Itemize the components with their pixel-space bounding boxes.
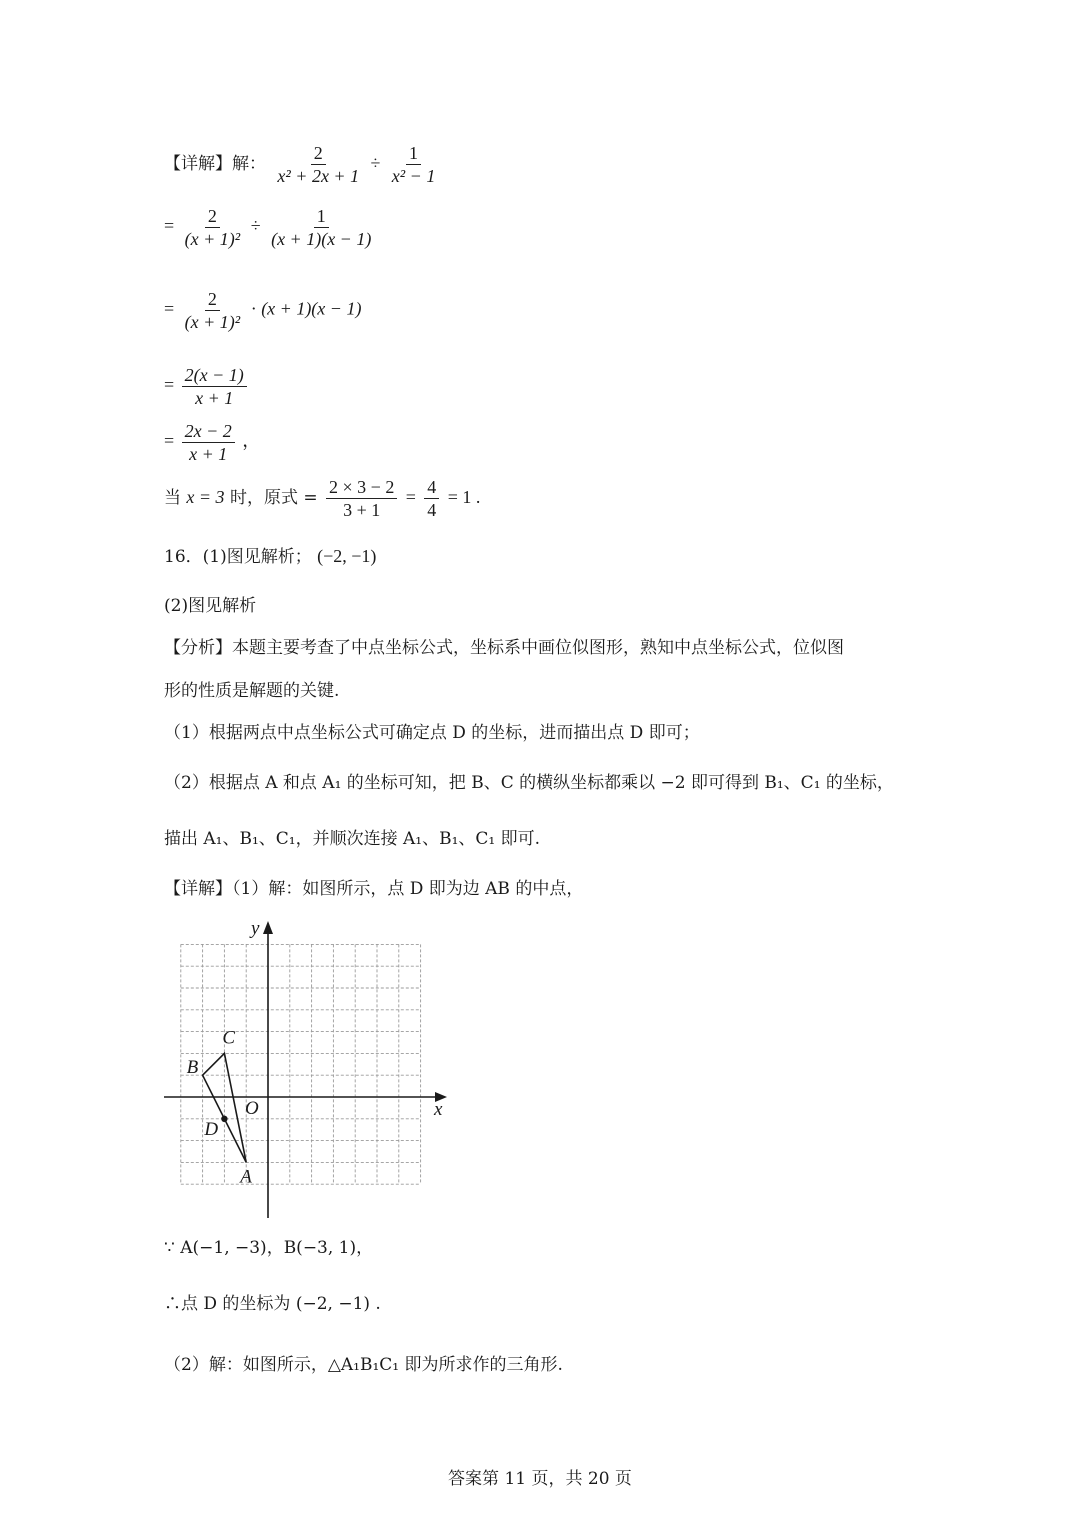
- q16-part1-coordinate: (−2, −1): [317, 546, 377, 566]
- q16-part1-text: 16．(1)图见解析；: [164, 547, 312, 567]
- detail-part2-line: （2）解：如图所示，△A₁B₁C₁ 即为所求作的三角形.: [164, 1355, 563, 1375]
- detail-part1-heading: 【详解】（1）解：如图所示，点 D 即为边 AB 的中点，: [164, 879, 584, 899]
- analysis-line-1: 【分析】本题主要考查了中点坐标公式，坐标系中画位似图形，熟知中点坐标公式，位似图: [164, 638, 844, 658]
- fraction: [424, 476, 439, 521]
- fraction: [326, 476, 397, 521]
- detail-line-step2: [164, 288, 361, 333]
- fraction: [182, 420, 235, 465]
- point-label-b: B: [186, 1057, 199, 1079]
- point-label-d: D: [204, 1118, 219, 1140]
- numerator: 2: [311, 142, 326, 165]
- analysis-line-2: 形的性质是解题的关键.: [164, 681, 340, 701]
- detail-line-step5: [164, 476, 480, 521]
- equals-sign: =: [164, 374, 175, 395]
- numerator: 2(x − 1): [182, 364, 247, 387]
- equals-sign: =: [164, 215, 175, 236]
- page-footer: 答案第 11 页，共 20 页: [448, 1469, 632, 1489]
- denominator: x + 1: [195, 388, 234, 408]
- detail-heading: 【详解】解：: [164, 154, 266, 174]
- fraction: [268, 205, 374, 250]
- therefore-line: ∴点 D 的坐标为 (−2, −1) .: [164, 1294, 381, 1314]
- fraction: [182, 288, 244, 333]
- denominator: x² + 2x + 1: [277, 166, 360, 186]
- y-axis-label: y: [251, 918, 260, 939]
- fraction: [182, 205, 244, 250]
- equals-sign: =: [405, 487, 416, 507]
- hint-line-1: （1）根据两点中点坐标公式可确定点 D 的坐标，进而描出点 D 即可；: [164, 723, 700, 743]
- fraction: [182, 364, 247, 409]
- hint-line-3: 描出 A₁、B₁、C₁，并顺次连接 A₁、B₁、C₁ 即可.: [164, 829, 541, 849]
- detail-line-step3: [164, 364, 250, 409]
- equals-sign: =: [164, 298, 175, 319]
- because-line: ∵ A(−1, −3)，B(−3, 1)，: [164, 1238, 374, 1258]
- numerator: 4: [424, 476, 439, 499]
- condition: x = 3: [186, 487, 225, 507]
- text-original: 时，原式 =: [229, 488, 318, 508]
- operator: ÷: [250, 215, 261, 236]
- numerator: 2 × 3 − 2: [326, 476, 397, 499]
- detail-line-step4: [164, 420, 260, 465]
- text-when: 当: [164, 488, 181, 508]
- hint-line-2: （2）根据点 A 和点 A₁ 的坐标可知，把 B、C 的横纵坐标都乘以 −2 即可得到 B₁、C₁ 的坐标，: [164, 773, 894, 793]
- grid-lines: [181, 944, 421, 1184]
- numerator: 1: [406, 142, 421, 165]
- numerator: 2: [205, 288, 220, 311]
- denominator: (x + 1)²: [184, 312, 241, 332]
- fraction: [274, 142, 362, 187]
- denominator: x² − 1: [391, 166, 436, 186]
- denominator: (x + 1)²: [184, 229, 241, 249]
- point-d-dot: [221, 1116, 227, 1122]
- denominator: 4: [427, 500, 437, 520]
- q16-part2-answer: (2)图见解析: [164, 596, 257, 616]
- point-label-c: C: [222, 1027, 236, 1049]
- numerator: 2x − 2: [182, 420, 235, 443]
- fraction: [389, 142, 439, 187]
- comma: ，: [242, 430, 261, 451]
- operator: ÷: [370, 153, 381, 173]
- denominator: 3 + 1: [343, 500, 381, 520]
- operator: ·: [250, 298, 257, 319]
- detail-line-step0: [164, 142, 441, 187]
- equals-sign: =: [164, 430, 175, 451]
- origin-label: O: [245, 1098, 259, 1119]
- coordinate-figure: [158, 912, 458, 1222]
- point-label-a: A: [240, 1166, 252, 1188]
- denominator: (x + 1)(x − 1): [271, 229, 372, 249]
- x-axis-label: x: [434, 1099, 443, 1120]
- q16-part1-answer: [164, 544, 376, 569]
- detail-line-step1: [164, 205, 377, 250]
- numerator: 1: [314, 205, 329, 228]
- result: = 1 .: [447, 487, 481, 507]
- expression-tail: (x + 1)(x − 1): [261, 298, 362, 319]
- y-axis-arrow-icon: [263, 921, 273, 934]
- numerator: 2: [205, 205, 220, 228]
- denominator: x + 1: [189, 444, 228, 464]
